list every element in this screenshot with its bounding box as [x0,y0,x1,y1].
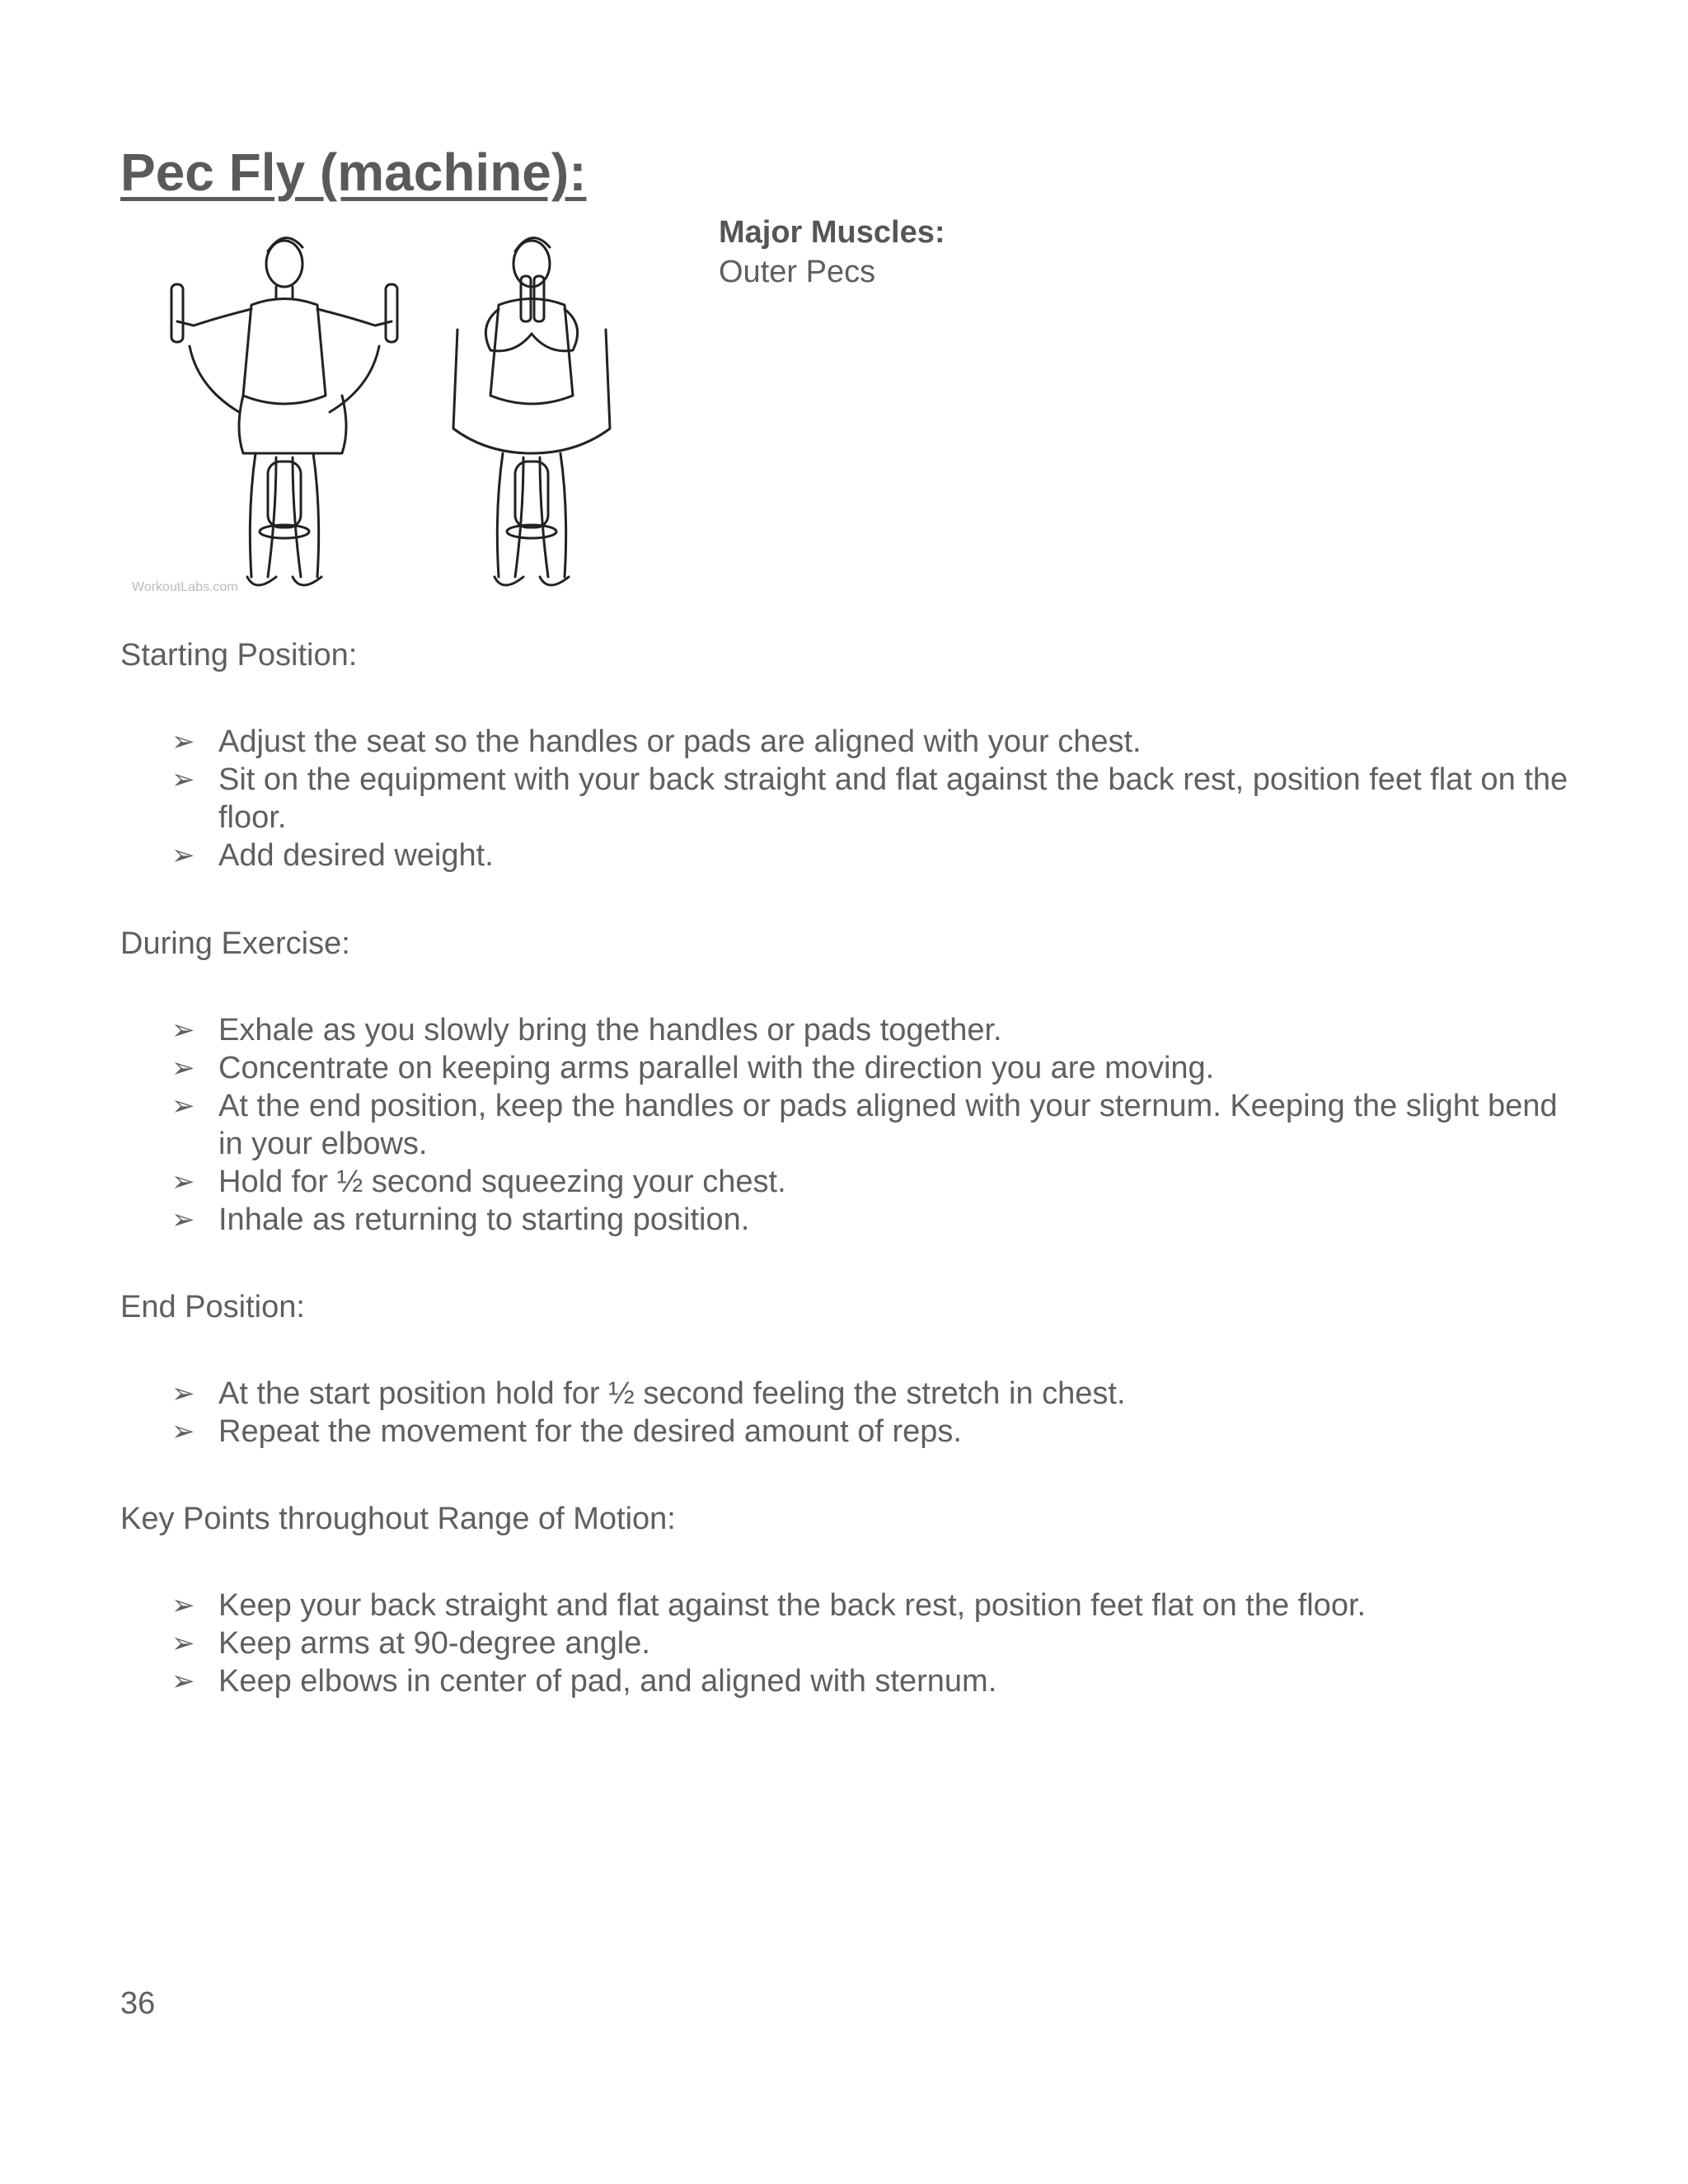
arrowhead-bullet-icon: ➢ [171,1666,195,1697]
major-muscles-label: Major Muscles: [719,215,945,250]
arrowhead-bullet-icon: ➢ [171,1378,195,1409]
arrowhead-bullet-icon: ➢ [171,1052,195,1084]
arrowhead-bullet-icon: ➢ [171,1166,195,1197]
arrowhead-bullet-icon: ➢ [171,1628,195,1659]
list-item: ➢ At the end position, keep the handles or pads aligned with your sternum. Keeping the slight bend in your elbows. [171,1089,1558,1161]
start-position-figure [171,238,397,585]
watermark-text: WorkoutLabs.com [132,580,238,594]
arrowhead-bullet-icon: ➢ [171,1204,195,1235]
end-position-list [120,1375,1571,1451]
page-title: Pec Fly (machine): [120,143,587,202]
list-item: ➢ At the start position hold for ½ second feeling the stretch in chest. [171,1376,1126,1411]
list-item: ➢ Hold for ½ second squeezing your chest. [171,1165,786,1199]
starting-position-list [120,723,1571,874]
arrowhead-bullet-icon: ➢ [171,1590,195,1621]
list-item: ➢ Inhale as returning to starting position. [171,1202,750,1237]
section-heading-starting-position: Starting Position: [120,638,358,673]
major-muscles-value: Outer Pecs [719,255,876,289]
list-item: ➢ Keep arms at 90-degree angle. [171,1626,650,1661]
arrowhead-bullet-icon: ➢ [171,1090,195,1122]
arrowhead-bullet-icon: ➢ [171,764,195,795]
list-item: ➢ Exhale as you slowly bring the handles or pads together. [171,1013,1002,1047]
section-heading-during-exercise: During Exercise: [120,926,350,961]
major-muscles-block [719,213,945,292]
arrowhead-bullet-icon: ➢ [171,1416,195,1447]
arrowhead-bullet-icon: ➢ [171,840,195,871]
list-item: ➢ Sit on the equipment with your back straight and flat against the back rest, position feet flat on the floor. [171,762,1568,835]
list-item: ➢ Add desired weight. [171,838,494,873]
section-heading-end-position: End Position: [120,1290,305,1324]
end-position-figure [453,238,610,585]
during-exercise-list [120,1011,1571,1239]
arrowhead-bullet-icon: ➢ [171,1015,195,1046]
pec-fly-figures [124,223,684,614]
exercise-illustration [124,223,684,614]
arrowhead-bullet-icon: ➢ [171,726,195,757]
list-item: ➢ Keep your back straight and flat against the back rest, position feet flat on the floor. [171,1588,1367,1623]
list-item: ➢ Adjust the seat so the handles or pads are aligned with your chest. [171,724,1142,759]
key-points-list [120,1586,1571,1700]
page-number: 36 [120,1986,156,2021]
section-heading-key-points: Key Points throughout Range of Motion: [120,1502,676,1536]
list-item: ➢ Keep elbows in center of pad, and aligned with sternum. [171,1664,997,1699]
list-item: ➢ Concentrate on keeping arms parallel with the direction you are moving. [171,1051,1215,1085]
list-item: ➢ Repeat the movement for the desired amount of reps. [171,1414,962,1449]
